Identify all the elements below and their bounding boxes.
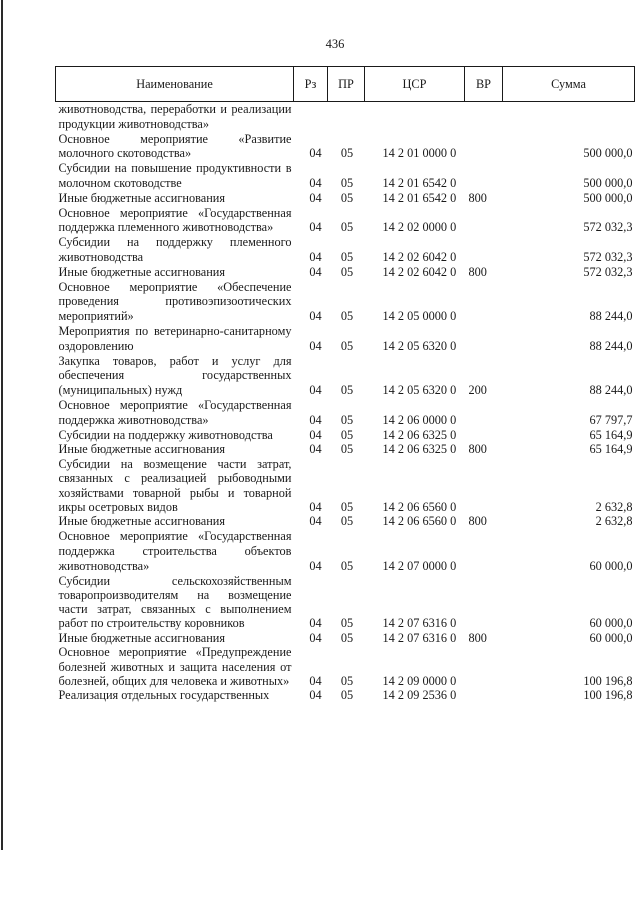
row-rz: 04 — [309, 412, 322, 427]
row-name: Закупка товаров, работ и услуг для обеспечения государственных (муниципальных) нужд — [58, 353, 292, 398]
budget-table — [55, 66, 635, 703]
row-csr: 14 2 01 6542 0 — [382, 190, 457, 205]
row-vr — [465, 235, 503, 265]
row-csr: 14 2 06 6325 0 — [382, 442, 457, 457]
row-csr: 14 2 02 6042 0 — [382, 249, 457, 264]
row-vr — [465, 529, 503, 573]
row-sum: 88 244,0 — [589, 309, 633, 324]
row-pr: 05 — [340, 630, 354, 645]
row-name: Субсидии на повышение продуктивности в молочном скотоводстве — [58, 161, 292, 190]
row-csr: 14 2 06 0000 0 — [382, 412, 457, 427]
row-vr — [465, 457, 503, 514]
page-number: 436 — [325, 37, 345, 51]
row-pr: 05 — [340, 558, 354, 573]
row-pr: 05 — [340, 190, 354, 205]
row-sum: 65 164,9 — [589, 442, 633, 457]
row-rz: 04 — [309, 442, 322, 457]
table-row — [56, 631, 635, 646]
row-rz: 04 — [309, 630, 322, 645]
row-rz: 04 — [309, 264, 322, 279]
row-pr: 05 — [340, 688, 354, 703]
row-sum: 500 000,0 — [583, 175, 633, 190]
row-csr: 14 2 09 2536 0 — [382, 688, 457, 703]
row-name: Иные бюджетные ассигнования — [58, 514, 226, 529]
row-csr: 14 2 01 0000 0 — [382, 146, 457, 161]
header-sum: Сумма — [503, 67, 635, 102]
row-vr — [465, 688, 503, 703]
row-sum: 88 244,0 — [589, 383, 633, 398]
row-csr: 14 2 01 6542 0 — [382, 175, 457, 190]
row-rz: 04 — [309, 338, 322, 353]
row-pr: 05 — [340, 383, 354, 398]
row-vr — [465, 398, 503, 428]
row-pr: 05 — [340, 412, 354, 427]
table-row — [56, 280, 635, 324]
table-row — [56, 132, 635, 162]
table-body — [56, 102, 635, 704]
row-csr: 14 2 09 0000 0 — [382, 673, 457, 688]
row-vr — [465, 102, 503, 132]
row-rz: 04 — [309, 249, 322, 264]
table-row — [56, 442, 635, 457]
row-sum: 67 797,7 — [589, 412, 633, 427]
row-rz: 04 — [309, 190, 322, 205]
row-csr: 14 2 07 6316 0 — [382, 615, 457, 630]
table-row — [56, 265, 635, 280]
header-csr: ЦСР — [365, 67, 465, 102]
row-pr: 05 — [340, 499, 354, 514]
row-sum: 500 000,0 — [583, 146, 633, 161]
table-row — [56, 529, 635, 573]
row-sum — [503, 102, 635, 132]
row-pr: 05 — [340, 427, 354, 442]
row-vr: 200 — [468, 383, 487, 398]
table-row — [56, 688, 635, 703]
row-sum: 100 196,8 — [583, 673, 633, 688]
row-pr: 05 — [340, 514, 354, 529]
row-sum: 100 196,8 — [583, 688, 633, 703]
table-row — [56, 457, 635, 514]
row-sum: 2 632,8 — [595, 499, 633, 514]
row-vr — [465, 324, 503, 354]
row-pr: 05 — [340, 338, 354, 353]
row-vr: 800 — [468, 190, 487, 205]
row-rz: 04 — [309, 615, 322, 630]
row-vr: 800 — [468, 514, 487, 529]
row-vr — [465, 206, 503, 236]
row-pr: 05 — [340, 615, 354, 630]
row-sum: 60 000,0 — [589, 558, 633, 573]
row-sum: 500 000,0 — [583, 190, 633, 205]
row-name: Основное мероприятие «Обеспечение проведения противоэпизоотических мероприятий» — [58, 279, 292, 324]
table-row — [56, 398, 635, 428]
row-vr — [465, 161, 503, 191]
row-pr: 05 — [340, 442, 354, 457]
table-row — [56, 428, 635, 443]
row-csr: 14 2 02 0000 0 — [382, 220, 457, 235]
row-rz: 04 — [309, 146, 322, 161]
row-vr: 800 — [468, 630, 487, 645]
row-rz: 04 — [309, 688, 322, 703]
table-row — [56, 324, 635, 354]
row-csr: 14 2 05 6320 0 — [382, 383, 457, 398]
row-name: Реализация отдельных государственных — [58, 688, 270, 703]
row-csr: 14 2 05 0000 0 — [382, 309, 457, 324]
row-sum: 88 244,0 — [589, 338, 633, 353]
row-csr: 14 2 06 6325 0 — [382, 427, 457, 442]
row-sum: 2 632,8 — [595, 514, 633, 529]
table-row — [56, 514, 635, 529]
row-csr: 14 2 06 6560 0 — [382, 499, 457, 514]
row-vr — [465, 574, 503, 631]
row-vr: 800 — [468, 264, 487, 279]
table-row — [56, 235, 635, 265]
row-csr: 14 2 05 6320 0 — [382, 338, 457, 353]
row-name: Субсидии на поддержку племенного животноводства — [58, 235, 292, 264]
header-pr: ПР — [328, 67, 365, 102]
row-name: Субсидии на поддержку животноводства — [58, 427, 273, 442]
row-vr — [465, 280, 503, 324]
row-rz: 04 — [309, 499, 322, 514]
row-name: Мероприятия по ветеринарно-санитарному оздоровлению — [58, 323, 292, 353]
table-row — [56, 191, 635, 206]
row-rz: 04 — [309, 383, 322, 398]
table-row — [56, 354, 635, 398]
header-name: Наименование — [56, 67, 294, 102]
row-pr: 05 — [340, 175, 354, 190]
row-name: Основное мероприятие «Развитие молочного скотоводства» — [58, 131, 292, 161]
row-vr — [465, 428, 503, 443]
row-rz: 04 — [309, 175, 322, 190]
row-sum: 60 000,0 — [589, 630, 633, 645]
row-csr: 14 2 07 6316 0 — [382, 630, 457, 645]
row-pr: 05 — [340, 249, 354, 264]
row-rz: 04 — [309, 427, 322, 442]
table-header — [56, 67, 635, 102]
row-pr: 05 — [340, 309, 354, 324]
table-row — [56, 574, 635, 631]
row-name: Основное мероприятие «Предупреждение болезней животных и защита населения от болезней, общих для человека и животных» — [58, 645, 292, 689]
row-csr: 14 2 06 6560 0 — [382, 514, 457, 529]
header-vr: ВР — [465, 67, 503, 102]
row-sum: 65 164,9 — [589, 427, 633, 442]
row-name: Основное мероприятие «Государственная поддержка строительства объектов животноводства» — [58, 529, 292, 573]
row-name: Иные бюджетные ассигнования — [58, 264, 226, 279]
header-rz: Рз — [294, 67, 328, 102]
row-vr — [465, 132, 503, 162]
row-rz: 04 — [309, 558, 322, 573]
row-name: Иные бюджетные ассигнования — [58, 630, 226, 645]
row-csr: 14 2 07 0000 0 — [382, 558, 457, 573]
row-pr: 05 — [340, 673, 354, 688]
row-pr: 05 — [340, 146, 354, 161]
row-sum: 60 000,0 — [589, 615, 633, 630]
row-rz: 04 — [309, 514, 322, 529]
row-csr: 14 2 02 6042 0 — [382, 264, 457, 279]
row-name: Иные бюджетные ассигнования — [58, 442, 226, 457]
row-rz: 04 — [309, 220, 322, 235]
row-name: Субсидии на возмещение части затрат, связанных с реализацией рыбоводными хозяйствами товарной рыбы и товарной икры осетровых видов — [58, 457, 292, 515]
table-row — [56, 161, 635, 191]
row-sum: 572 032,3 — [583, 220, 633, 235]
row-rz: 04 — [309, 309, 322, 324]
row-sum: 572 032,3 — [583, 264, 633, 279]
page-edge-rule — [1, 0, 3, 850]
table-row — [56, 206, 635, 236]
row-vr: 800 — [468, 442, 487, 457]
row-sum: 572 032,3 — [583, 249, 633, 264]
table-row — [56, 645, 635, 688]
row-pr: 05 — [340, 220, 354, 235]
row-pr: 05 — [340, 264, 354, 279]
row-csr — [365, 102, 465, 132]
row-name: Иные бюджетные ассигнования — [58, 190, 226, 205]
row-vr — [465, 645, 503, 688]
row-name: животноводства, переработки и реализации продукции животноводства» — [58, 102, 292, 131]
row-rz — [294, 102, 328, 132]
table-row — [56, 102, 635, 132]
row-name: Основное мероприятие «Государственная поддержка животноводства» — [58, 397, 292, 427]
row-name: Основное мероприятие «Государственная поддержка племенного животноводства» — [58, 205, 292, 235]
row-name: Субсидии сельскохозяйственным товаропроизводителям на возмещение части затрат, связанных с выполнением работ по строительству коровников — [58, 573, 292, 631]
row-rz: 04 — [309, 673, 322, 688]
row-pr — [328, 102, 365, 132]
